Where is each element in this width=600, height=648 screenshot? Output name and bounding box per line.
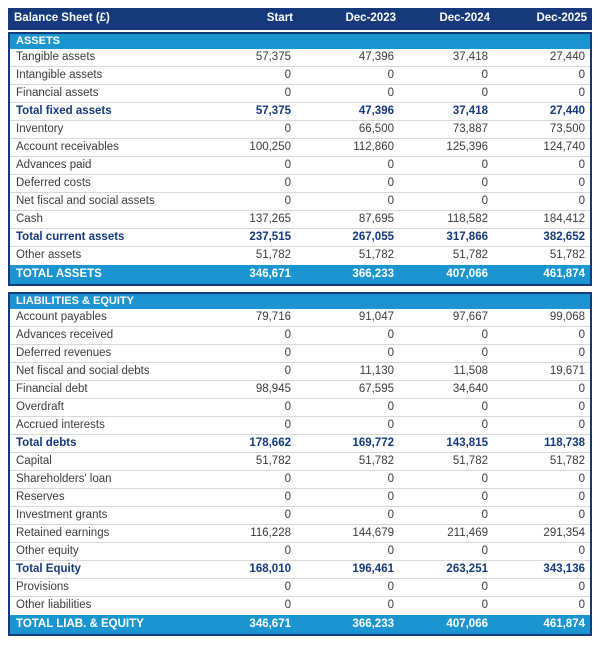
- cell-value-col2: 0: [387, 86, 394, 99]
- row-label: Reserves: [16, 490, 65, 503]
- row-label: Cash: [16, 212, 43, 225]
- cell-value-col1: 57,375: [255, 104, 291, 117]
- total-value-dec2023: 366,233: [352, 617, 394, 630]
- table-header: [8, 8, 592, 30]
- table-row: [10, 193, 590, 211]
- balance-sheet-table: [8, 8, 592, 636]
- row-label: Deferred revenues: [16, 346, 112, 359]
- cell-value-col2: 0: [387, 328, 394, 341]
- row-label: Financial assets: [16, 86, 99, 99]
- cell-value-col4: 51,782: [549, 454, 585, 467]
- total-value-dec2024: 407,066: [446, 617, 488, 630]
- cell-value-col3: 0: [481, 472, 488, 485]
- cell-value-col4: 291,354: [543, 526, 585, 539]
- cell-value-col2: 51,782: [358, 249, 394, 262]
- section-title: ASSETS: [16, 35, 61, 47]
- table-row: [10, 139, 590, 157]
- cell-value-col2: 0: [387, 599, 394, 612]
- total-assets-row: [10, 265, 590, 284]
- table-row: [10, 229, 590, 247]
- table-row: [10, 381, 590, 399]
- row-label: Net fiscal and social assets: [16, 194, 155, 207]
- liabilities-section: [8, 292, 592, 636]
- cell-value-col1: 116,228: [250, 526, 291, 539]
- cell-value-col3: 0: [481, 400, 488, 413]
- row-label: Overdraft: [16, 400, 64, 413]
- total-value-dec2025: 461,874: [543, 267, 585, 280]
- cell-value-col4: 0: [578, 176, 585, 189]
- cell-value-col3: 0: [481, 508, 488, 521]
- cell-value-col3: 11,508: [453, 364, 488, 377]
- table-row: [10, 399, 590, 417]
- row-label: Account payables: [16, 310, 107, 323]
- total-label: TOTAL ASSETS: [16, 267, 102, 280]
- cell-value-col3: 51,782: [452, 454, 488, 467]
- liabilities-rows: [10, 309, 590, 615]
- row-label: Other assets: [16, 249, 82, 262]
- cell-value-col4: 382,652: [543, 230, 585, 243]
- cell-value-col1: 0: [284, 158, 291, 171]
- cell-value-col2: 0: [387, 544, 394, 557]
- cell-value-col4: 0: [578, 418, 585, 431]
- cell-value-col2: 11,130: [359, 364, 394, 377]
- cell-value-col3: 118,582: [447, 212, 488, 225]
- row-label: Inventory: [16, 122, 64, 135]
- cell-value-col3: 0: [481, 490, 488, 503]
- cell-value-col3: 0: [481, 599, 488, 612]
- cell-value-col1: 0: [284, 346, 291, 359]
- cell-value-col1: 0: [284, 599, 291, 612]
- cell-value-col1: 0: [284, 544, 291, 557]
- cell-value-col1: 98,945: [255, 382, 291, 395]
- cell-value-col4: 99,068: [549, 310, 585, 323]
- row-label: Provisions: [16, 580, 70, 593]
- total-value-dec2023: 366,233: [352, 267, 394, 280]
- table-row: [10, 417, 590, 435]
- cell-value-col1: 178,662: [249, 436, 291, 449]
- row-label: Total current assets: [16, 230, 125, 243]
- table-row: [10, 67, 590, 85]
- cell-value-col4: 0: [578, 328, 585, 341]
- row-label: Total fixed assets: [16, 104, 112, 117]
- row-label: Total Equity: [16, 562, 81, 575]
- row-label: Accrued interests: [16, 418, 105, 431]
- cell-value-col1: 51,782: [255, 249, 291, 262]
- cell-value-col4: 124,740: [543, 140, 585, 153]
- cell-value-col3: 263,251: [446, 562, 488, 575]
- table-row: [10, 85, 590, 103]
- cell-value-col4: 19,671: [549, 364, 585, 377]
- cell-value-col3: 37,418: [452, 50, 488, 63]
- cell-value-col2: 67,595: [358, 382, 394, 395]
- cell-value-col4: 0: [578, 68, 585, 81]
- cell-value-col2: 196,461: [352, 562, 394, 575]
- cell-value-col1: 0: [284, 86, 291, 99]
- cell-value-col3: 0: [481, 346, 488, 359]
- cell-value-col1: 0: [284, 364, 291, 377]
- cell-value-col4: 27,440: [549, 104, 585, 117]
- cell-value-col2: 112,860: [353, 140, 394, 153]
- header-col-dec2025: Dec-2025: [536, 12, 587, 25]
- cell-value-col1: 0: [284, 328, 291, 341]
- cell-value-col1: 0: [284, 194, 291, 207]
- cell-value-col3: 211,469: [447, 526, 488, 539]
- cell-value-col2: 47,396: [358, 104, 394, 117]
- table-row: [10, 49, 590, 67]
- row-label: Intangible assets: [16, 68, 103, 81]
- table-row: [10, 327, 590, 345]
- cell-value-col3: 143,815: [446, 436, 488, 449]
- cell-value-col4: 51,782: [549, 249, 585, 262]
- cell-value-col3: 51,782: [452, 249, 488, 262]
- assets-rows: [10, 49, 590, 265]
- cell-value-col3: 0: [481, 328, 488, 341]
- table-row: [10, 597, 590, 615]
- cell-value-col3: 37,418: [452, 104, 488, 117]
- cell-value-col2: 0: [387, 194, 394, 207]
- cell-value-col4: 0: [578, 544, 585, 557]
- row-label: Financial debt: [16, 382, 88, 395]
- cell-value-col4: 0: [578, 400, 585, 413]
- cell-value-col2: 87,695: [358, 212, 394, 225]
- cell-value-col1: 237,515: [249, 230, 291, 243]
- row-label: Advances received: [16, 328, 114, 341]
- cell-value-col2: 0: [387, 472, 394, 485]
- section-title: LIABILITIES & EQUITY: [16, 295, 134, 307]
- total-label: TOTAL LIAB. & EQUITY: [16, 617, 144, 630]
- table-row: [10, 175, 590, 193]
- cell-value-col2: 51,782: [358, 454, 394, 467]
- row-label: Tangible assets: [16, 50, 96, 63]
- cell-value-col4: 27,440: [549, 50, 585, 63]
- table-row: [10, 525, 590, 543]
- cell-value-col3: 0: [481, 418, 488, 431]
- row-label: Investment grants: [16, 508, 108, 521]
- cell-value-col2: 169,772: [352, 436, 394, 449]
- table-row: [10, 363, 590, 381]
- table-row: [10, 579, 590, 597]
- cell-value-col3: 0: [481, 176, 488, 189]
- cell-value-col3: 97,667: [452, 310, 488, 323]
- table-row: [10, 157, 590, 175]
- cell-value-col4: 0: [578, 382, 585, 395]
- cell-value-col2: 267,055: [352, 230, 394, 243]
- total-value-dec2024: 407,066: [446, 267, 488, 280]
- cell-value-col1: 79,716: [255, 310, 291, 323]
- page-title: Balance Sheet (£): [14, 12, 110, 25]
- table-row: [10, 543, 590, 561]
- table-row: [10, 345, 590, 363]
- cell-value-col2: 0: [387, 580, 394, 593]
- row-label: Total debts: [16, 436, 77, 449]
- cell-value-col1: 0: [284, 472, 291, 485]
- cell-value-col2: 0: [387, 176, 394, 189]
- cell-value-col1: 0: [284, 122, 291, 135]
- cell-value-col4: 0: [578, 508, 585, 521]
- table-row: [10, 435, 590, 453]
- row-label: Deferred costs: [16, 176, 91, 189]
- cell-value-col3: 125,396: [446, 140, 488, 153]
- cell-value-col4: 0: [578, 194, 585, 207]
- row-label: Shareholders' loan: [16, 472, 112, 485]
- section-header-liabilities: [10, 294, 590, 309]
- cell-value-col1: 57,375: [255, 50, 291, 63]
- cell-value-col2: 144,679: [352, 526, 394, 539]
- cell-value-col3: 73,887: [452, 122, 488, 135]
- header-col-dec2023: Dec-2023: [345, 12, 396, 25]
- cell-value-col4: 118,738: [544, 436, 585, 449]
- cell-value-col2: 47,396: [358, 50, 394, 63]
- cell-value-col1: 0: [284, 580, 291, 593]
- cell-value-col1: 0: [284, 508, 291, 521]
- cell-value-col4: 0: [578, 472, 585, 485]
- cell-value-col4: 184,412: [543, 212, 585, 225]
- cell-value-col1: 100,250: [249, 140, 291, 153]
- total-value-start: 346,671: [249, 267, 291, 280]
- cell-value-col3: 34,640: [452, 382, 488, 395]
- assets-section: [8, 32, 592, 286]
- cell-value-col4: 0: [578, 158, 585, 171]
- cell-value-col1: 0: [284, 418, 291, 431]
- table-row: [10, 471, 590, 489]
- cell-value-col3: 0: [481, 194, 488, 207]
- cell-value-col1: 0: [284, 400, 291, 413]
- table-row: [10, 247, 590, 265]
- total-value-start: 346,671: [249, 617, 291, 630]
- row-label: Net fiscal and social debts: [16, 364, 150, 377]
- table-row: [10, 489, 590, 507]
- row-label: Retained earnings: [16, 526, 110, 539]
- cell-value-col4: 343,136: [543, 562, 585, 575]
- cell-value-col3: 0: [481, 86, 488, 99]
- cell-value-col1: 51,782: [255, 454, 291, 467]
- row-label: Account receivables: [16, 140, 119, 153]
- cell-value-col4: 0: [578, 346, 585, 359]
- table-row: [10, 453, 590, 471]
- cell-value-col3: 0: [481, 158, 488, 171]
- row-label: Other equity: [16, 544, 79, 557]
- cell-value-col4: 73,500: [549, 122, 585, 135]
- cell-value-col2: 0: [387, 508, 394, 521]
- cell-value-col1: 0: [284, 68, 291, 81]
- cell-value-col2: 0: [387, 158, 394, 171]
- cell-value-col3: 0: [481, 68, 488, 81]
- table-row: [10, 507, 590, 525]
- row-label: Advances paid: [16, 158, 92, 171]
- cell-value-col4: 0: [578, 490, 585, 503]
- total-liabilities-row: [10, 615, 590, 634]
- table-row: [10, 309, 590, 327]
- cell-value-col2: 0: [387, 400, 394, 413]
- cell-value-col3: 0: [481, 580, 488, 593]
- cell-value-col4: 0: [578, 86, 585, 99]
- cell-value-col4: 0: [578, 599, 585, 612]
- total-value-dec2025: 461,874: [543, 617, 585, 630]
- cell-value-col2: 0: [387, 418, 394, 431]
- cell-value-col2: 0: [387, 490, 394, 503]
- cell-value-col1: 168,010: [249, 562, 291, 575]
- cell-value-col3: 317,866: [446, 230, 488, 243]
- section-header-assets: [10, 34, 590, 49]
- table-row: [10, 211, 590, 229]
- cell-value-col2: 91,047: [358, 310, 394, 323]
- cell-value-col3: 0: [481, 544, 488, 557]
- cell-value-col2: 66,500: [358, 122, 394, 135]
- row-label: Other liabilities: [16, 599, 92, 612]
- cell-value-col1: 137,265: [249, 212, 291, 225]
- cell-value-col1: 0: [284, 176, 291, 189]
- cell-value-col1: 0: [284, 490, 291, 503]
- header-col-dec2024: Dec-2024: [439, 12, 490, 25]
- row-label: Capital: [16, 454, 52, 467]
- table-row: [10, 561, 590, 579]
- table-row: [10, 103, 590, 121]
- cell-value-col4: 0: [578, 580, 585, 593]
- cell-value-col2: 0: [387, 68, 394, 81]
- table-row: [10, 121, 590, 139]
- header-col-start: Start: [266, 12, 293, 25]
- cell-value-col2: 0: [387, 346, 394, 359]
